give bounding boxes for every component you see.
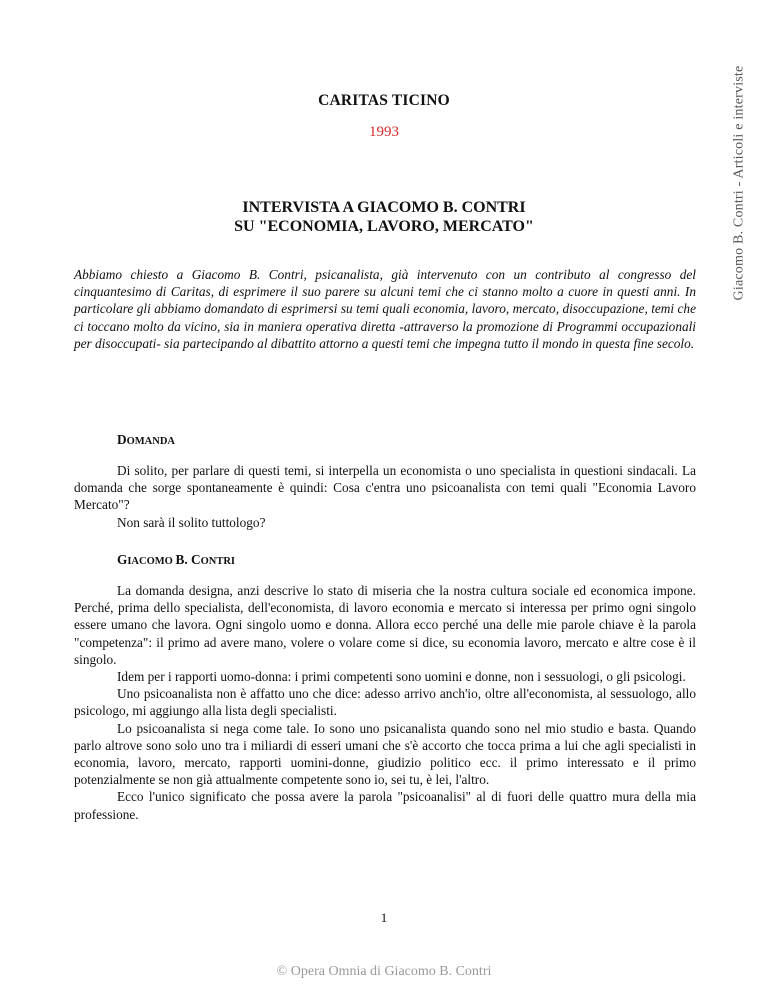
question-label (117, 432, 175, 448)
answer-paragraph: Uno psicoanalista non è affatto uno che dice: adesso arrivo anch'io, oltre all'economista, al sessuologo, allo psicologo, mi aggiungo alla lista degli specialisti. (74, 686, 696, 719)
answer-label-part: ONTRI (200, 556, 236, 567)
running-header (724, 10, 754, 356)
question-paragraph: Di solito, per parlare di questi temi, si interpella un economista o uno specialista in questioni sindacali. La domanda che sorge spontaneamente è quindi: Cosa c'entra uno psicoanalista con temi quali "Economia Lavoro Mercato"? (74, 463, 696, 513)
question-label-initial: D (117, 432, 127, 447)
question-label-rest: OMANDA (126, 436, 176, 447)
answer-label (117, 552, 235, 568)
copyright-footer: © Opera Omnia di Giacomo B. Contri (276, 964, 492, 979)
answer-section (74, 582, 696, 823)
answer-paragraph: La domanda designa, anzi descrive lo stato di miseria che la nostra cultura sociale ed economica impone. Perché, prima dello specialista, dell'economista, di lavoro economia e mercato si interessa per primo ogni singolo essere umano che lavora. Ogni singolo uomo e donna. Allora ecco perché una delle mie parole chiave è la parola "competenza": il primo ad avere mano, volere o volare come si dice, su economia lavoro, mercato e altre cose è il singolo. (74, 583, 696, 667)
answer-paragraph: Idem per i rapporti uomo-donna: i primi competenti sono uomini e donne, non i sessuologi, o gli psicologi. (117, 669, 686, 685)
answer-paragraph: Ecco l'unico significato che possa avere la parola "psicoanalisi" al di fuori delle quattro mura della mia professione. (74, 789, 696, 822)
question-section (74, 462, 696, 531)
page-number: 1 (380, 910, 388, 925)
publication-year: 1993 (369, 124, 399, 140)
title-line-2: SU "ECONOMIA, LAVORO, MERCATO" (234, 218, 534, 235)
intro-paragraph: Abbiamo chiesto a Giacomo B. Contri, psicanalista, già intervenuto con un contributo al congresso del cinquantesimo di Caritas, di esprimere il suo parere su alcuni temi che ci stanno molto a cuore in questi anni. In particolare gli abbiamo domandato di esprimersi su temi quali economia, lavoro, mercato, disoccupazione, temi che ci toccano molto da vicino, sia in maniera operativa diretta -attraverso la promozione di Programmi occupazionali per disoccupati- sia partecipando al dibattito attorno a questi temi che impegna tutto il mondo in questa fine secolo. (74, 267, 696, 351)
running-header-text: Giacomo B. Contri - Articoli e interviste (731, 65, 747, 301)
question-paragraph: Non sarà il solito tuttologo? (117, 514, 266, 530)
article-title (0, 198, 768, 236)
answer-paragraph: Lo psicoanalista si nega come tale. Io sono uno psicanalista quando sono nel mio studio e basta. Quando parlo altrove sono solo uno tra i miliardi di esseri umani che s'è accorto che tocca prima a lui che agli specialisti in economia, lavoro, mercato, rapporti uomini-donne, giudizio politico ecc. il primo interessato e il primo potenzialmente se non già attualmente competente sono io, sei tu, è lei, l'altro. (74, 720, 696, 788)
organization-name: CARITAS TICINO (318, 92, 450, 109)
title-line-1: INTERVISTA A GIACOMO B. CONTRI (242, 199, 526, 216)
answer-label-initial: G (117, 552, 128, 567)
answer-label-part: B. C (175, 552, 201, 567)
answer-label-part: IACOMO (127, 556, 176, 567)
